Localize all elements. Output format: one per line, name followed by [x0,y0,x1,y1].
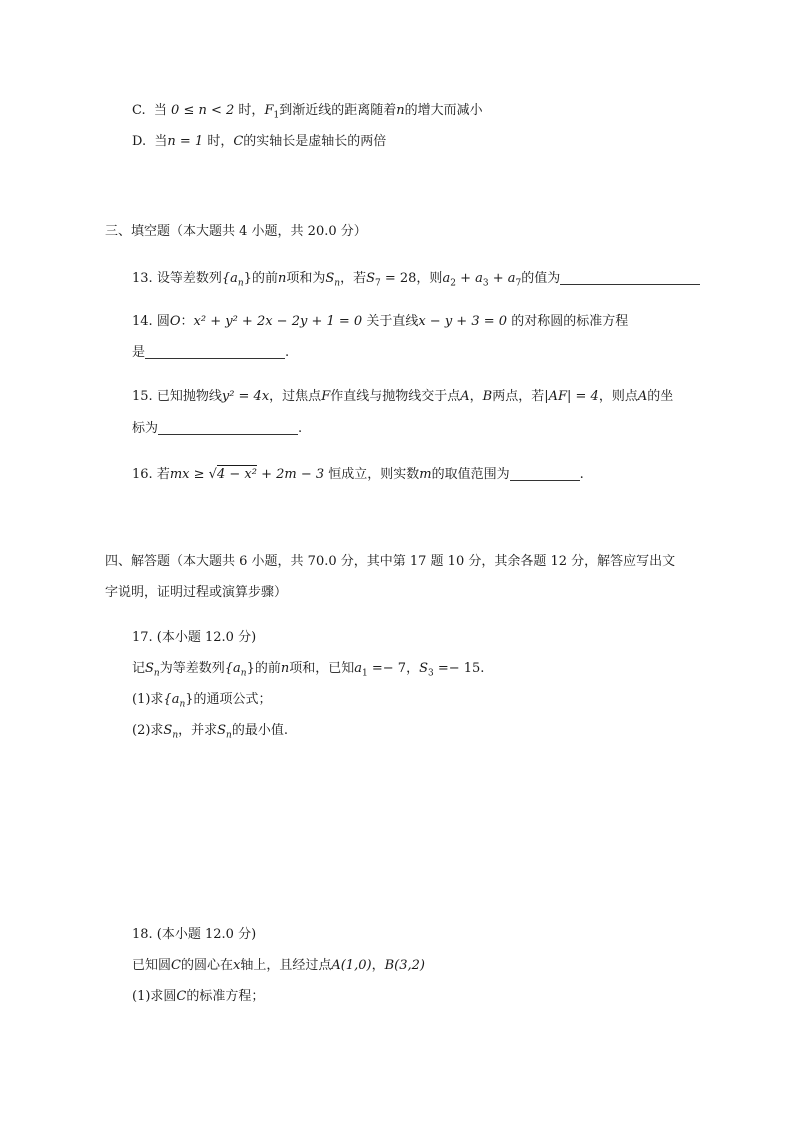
question-17-head: 17. (本小题 12.0 分) [132,630,257,645]
choice-d: D. 当n = 1 时，C的实轴长是虚轴长的两倍 [132,134,387,149]
answer-blank-14[interactable] [145,344,285,359]
question-18-body: 已知圆C的圆心在x轴上，且经过点A(1,0)，B(3,2) [132,958,425,973]
answer-blank-15[interactable] [158,420,298,435]
answer-blank-16[interactable] [510,466,580,481]
section-3-title: 三、填空题（本大题共 4 小题，共 20.0 分） [105,224,367,239]
question-14-cont: 是 . [132,345,290,360]
choice-c: C. 当 0 ≤ n < 2 时，$F_1$到渐近线的距离随着n的增大而减小 [132,103,483,121]
question-13: 13. 设等差数列$\{a_n\}$的前n项和为$S_n$，若$S_7 = 28$，则$a_2 + a_3 + a_7$的值为 [132,270,700,288]
question-15-cont: 标为 . [132,421,303,436]
sqrt-symbol: √ [208,467,217,482]
answer-blank-13[interactable] [560,270,700,285]
question-15: 15. 已知抛物线y² = 4x，过焦点F作直线与抛物线交于点A，B两点，若|AF| = 4，则点A的坐 [132,389,674,404]
section-4-title-line1: 四、解答题（本大题共 6 小题，共 70.0 分，其中第 17 题 10 分，其余各题 12 分，解答应写出文 [105,554,676,569]
section-4-title-line2: 字说明，证明过程或演算步骤） [105,585,288,600]
question-17-body: 记$S_n$为等差数列$\{a_n\}$的前n项和，已知$a_1 =- 7$，$S_3 =- 15$. [132,661,485,679]
question-18-part-1: (1)求圆C的标准方程； [132,989,265,1004]
question-17-part-1: (1)求$\{a_n\}$的通项公式； [132,692,272,710]
question-18-head: 18. (本小题 12.0 分) [132,927,257,942]
question-17-part-2: (2)求$S_n$，并求$S_n$的最小值. [132,723,288,741]
question-14: 14. 圆O：x² + y² + 2x − 2y + 1 = 0 关于直线x − y + 3 = 0 的对称圆的标准方程 [132,314,629,329]
question-16: 16. 若mx ≥ √4 − x² + 2m − 3 恒成立，则实数m的取值范围为 . [132,467,584,482]
